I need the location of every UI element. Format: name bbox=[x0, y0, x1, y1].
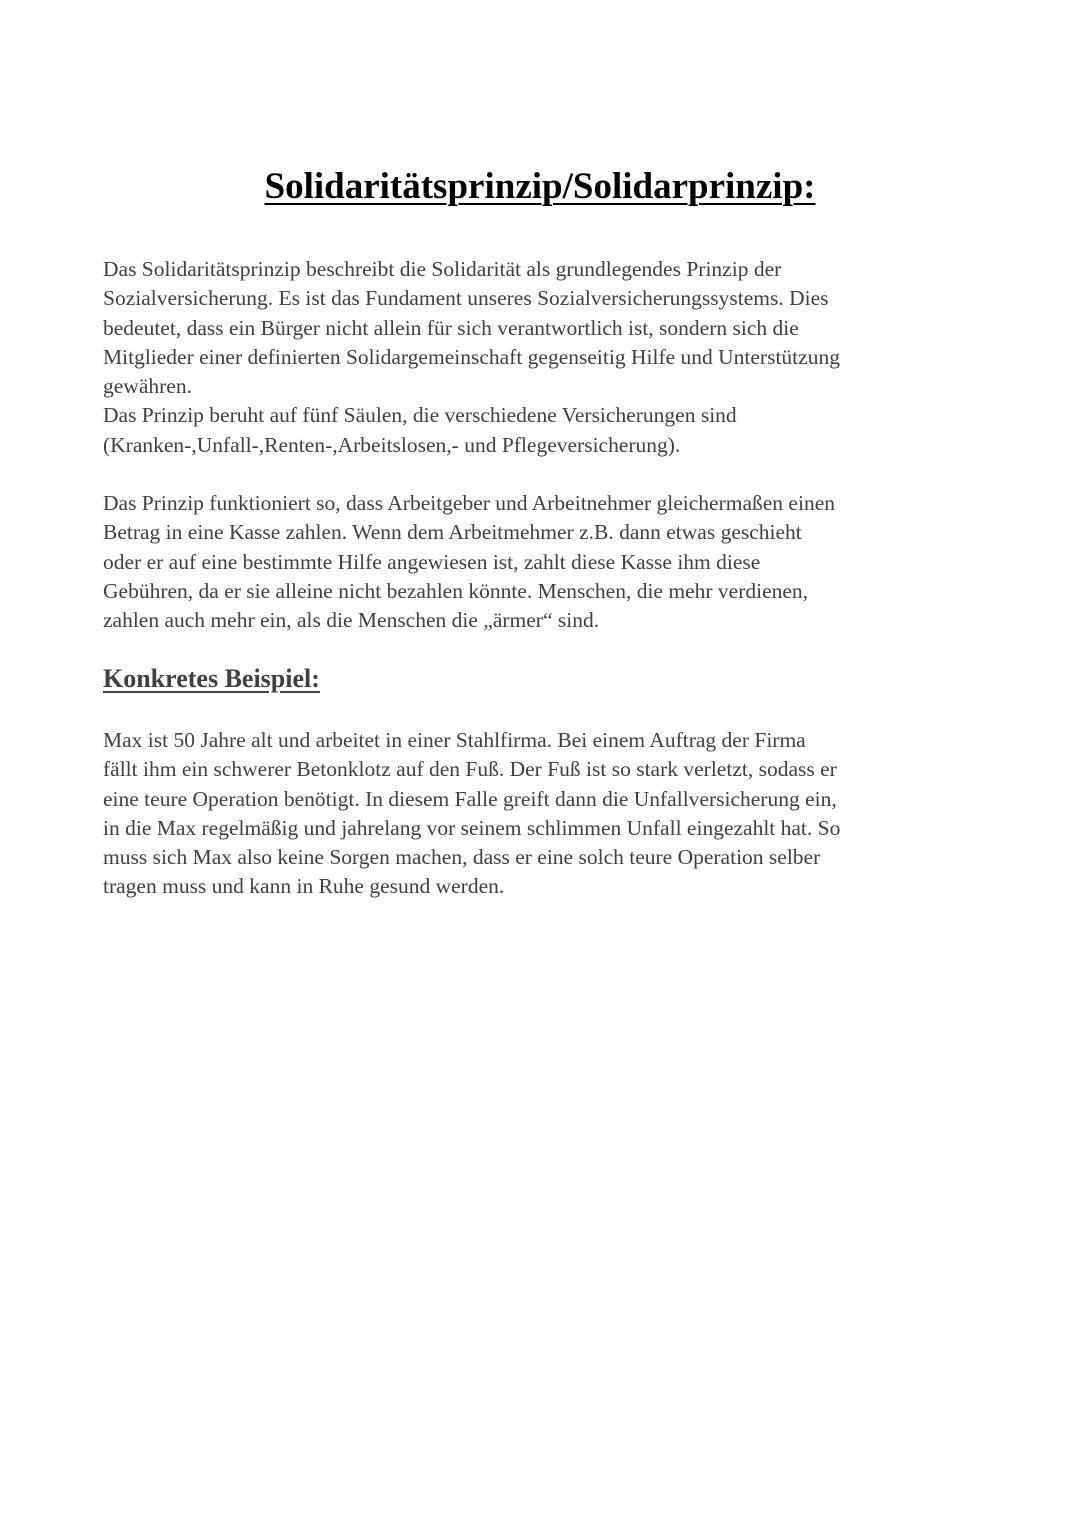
text-line: muss sich Max also keine Sorgen machen, dass er eine solch teure Operation selber bbox=[103, 845, 821, 870]
function-paragraph bbox=[103, 489, 983, 635]
text-line: Sozialversicherung. Es ist das Fundament unseres Sozialversicherungssystems. Dies bbox=[103, 286, 829, 311]
text-line: Mitglieder einer definierten Solidargemeinschaft gegenseitig Hilfe und Unterstützung bbox=[103, 344, 840, 369]
text-line: Betrag in eine Kasse zahlen. Wenn dem Arbeitmehmer z.B. dann etwas geschieht bbox=[103, 520, 802, 545]
text-line: zahlen auch mehr ein, als die Menschen die „ärmer“ sind. bbox=[103, 608, 600, 633]
text-line: Gebühren, da er sie alleine nicht bezahlen könnte. Menschen, die mehr verdienen, bbox=[103, 578, 809, 603]
example-heading: Konkretes Beispiel: bbox=[103, 664, 320, 693]
intro-paragraph bbox=[103, 255, 983, 460]
example-paragraph bbox=[103, 726, 983, 902]
text-line: eine teure Operation benötigt. In diesem Falle greift dann die Unfallversicherung ein, bbox=[103, 786, 837, 811]
text-line: bedeutet, dass ein Bürger nicht allein für sich verantwortlich ist, sondern sich die bbox=[103, 315, 799, 340]
text-line: Max ist 50 Jahre alt und arbeitet in einer Stahlfirma. Bei einem Auftrag der Firma bbox=[103, 728, 806, 752]
text-line: Das Solidaritätsprinzip beschreibt die Solidarität als grundlegendes Prinzip der bbox=[103, 257, 782, 281]
page-title: Solidaritätsprinzip/Solidarprinzip: bbox=[264, 166, 816, 207]
text-line: fällt ihm ein schwerer Betonklotz auf den Fuß. Der Fuß ist so stark verletzt, sodass er bbox=[103, 757, 837, 782]
text-line: oder er auf eine bestimmte Hilfe angewiesen ist, zahlt diese Kasse ihm diese bbox=[103, 549, 761, 574]
text-line: Das Prinzip beruht auf fünf Säulen, die verschiedene Versicherungen sind bbox=[103, 403, 737, 428]
text-line: gewähren. bbox=[103, 374, 192, 399]
text-line: in die Max regelmäßig und jahrelang vor seinem schlimmen Unfall eingezahlt hat. So bbox=[103, 815, 841, 840]
text-line: tragen muss und kann in Ruhe gesund werden. bbox=[103, 874, 505, 899]
text-line: Das Prinzip funktioniert so, dass Arbeitgeber und Arbeitnehmer gleichermaßen einen bbox=[103, 491, 835, 515]
text-line: (Kranken-,Unfall-,Renten-,Arbeitslosen,- und Pflegeversicherung). bbox=[103, 432, 681, 457]
